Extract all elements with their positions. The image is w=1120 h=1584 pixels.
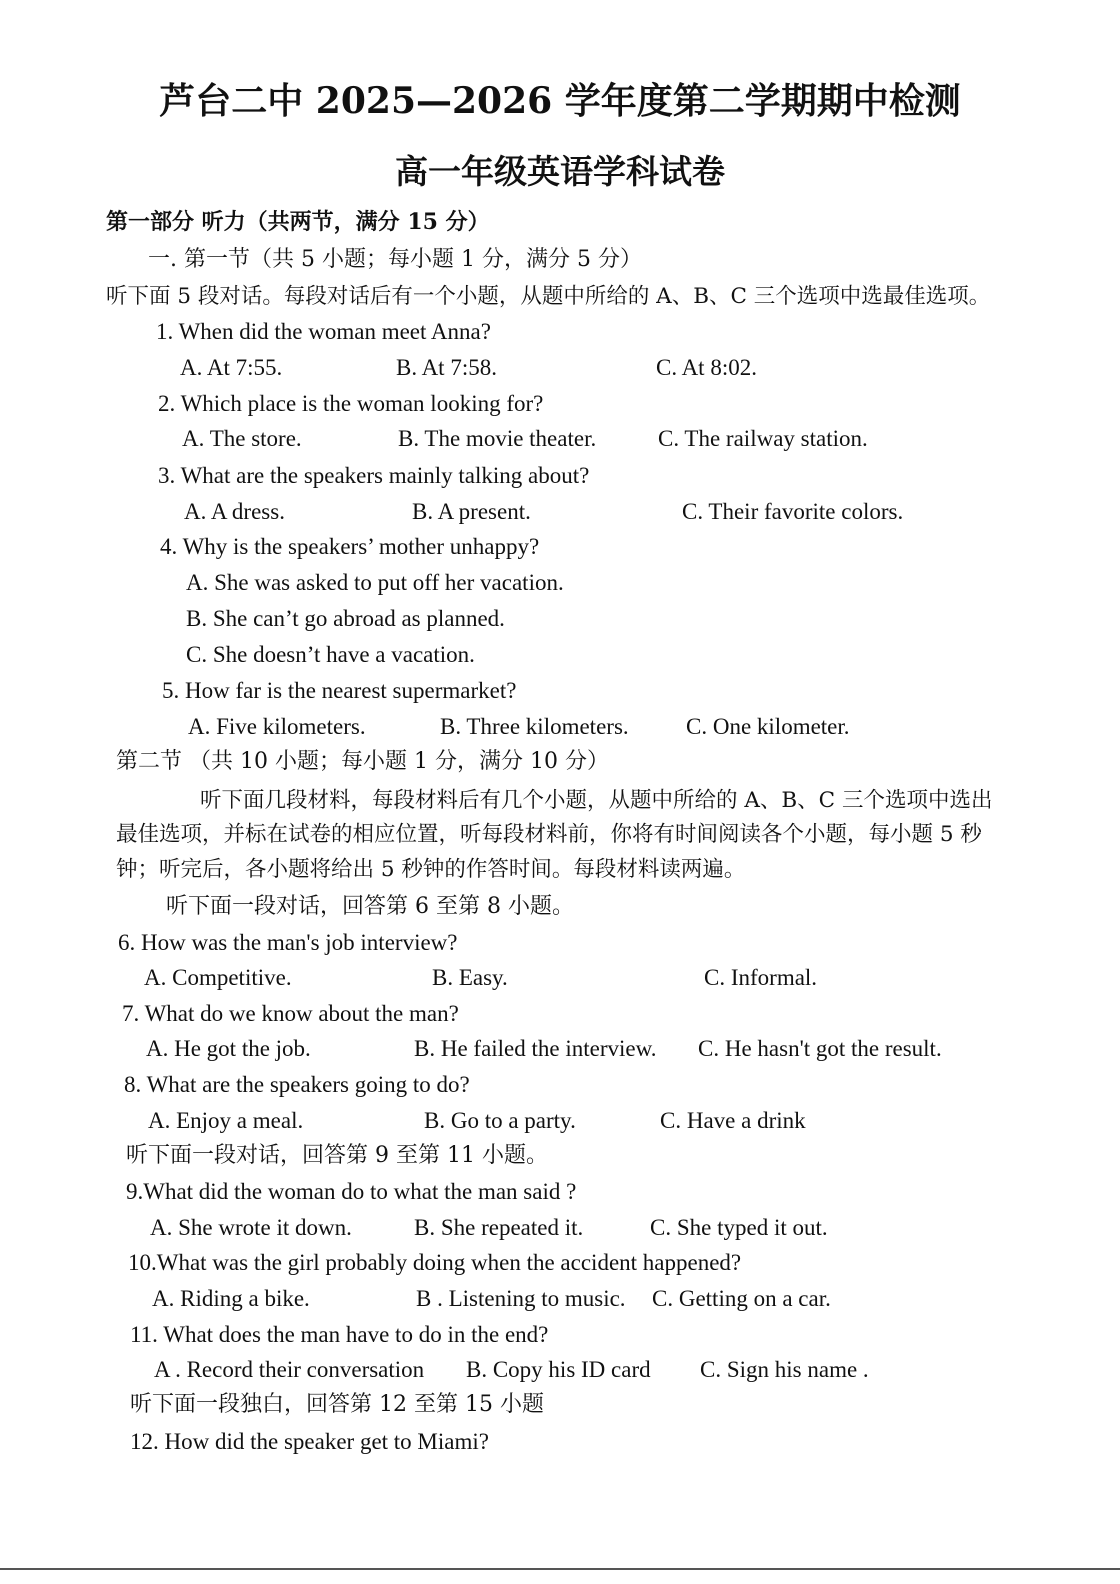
q8-option-b: B. Go to a party. [424,1108,576,1133]
question-1: 1. When did the woman meet Anna? [156,319,491,344]
question-9: 9.What did the woman do to what the man said ? [126,1179,577,1204]
section1-instruction: 听下面 5 段对话。每段对话后有一个小题，从题中所给的 A、B、C 三个选项中选最佳选项。 [106,284,991,309]
section1-heading: 一. 第一节（共 5 小题；每小题 1 分，满分 5 分） [148,247,642,272]
section2-heading: 第二节 （共 10 小题；每小题 1 分，满分 10 分） [116,749,609,774]
q6-option-b: B. Easy. [432,965,508,990]
q4-option-c: C. She doesn’t have a vacation. [186,642,475,667]
q7-option-b: B. He failed the interview. [414,1036,657,1061]
part1-heading: 第一部分 听力（共两节，满分 15 分） [106,209,490,235]
q6-option-c: C. Informal. [704,965,818,990]
q10-option-b: B . Listening to music. [416,1286,626,1311]
q5-option-a: A. Five kilometers. [188,714,366,739]
question-3: 3. What are the speakers mainly talking about? [158,463,590,488]
exam-title: 芦台二中 2025—2026 学年度第二学期期中检测 [159,80,961,122]
q5-option-b: B. Three kilometers. [440,714,629,739]
q11-option-b: B. Copy his ID card [466,1357,651,1382]
question-5: 5. How far is the nearest supermarket? [162,678,517,703]
q8-option-c: C. Have a drink [660,1108,806,1133]
q4-option-b: B. She can’t go abroad as planned. [186,606,505,631]
q9-option-a: A. She wrote it down. [150,1215,352,1240]
question-11: 11. What does the man have to do in the end? [130,1322,549,1347]
q11-option-a: A . Record their conversation [154,1357,425,1382]
question-8: 8. What are the speakers going to do? [124,1072,470,1097]
scan-edge-divider [0,1568,1120,1570]
section2-instruction-line3: 钟；听完后，各小题将给出 5 秒钟的作答时间。每段材料读两遍。 [116,857,746,882]
q3-option-b: B. A present. [412,499,531,524]
q8-option-a: A. Enjoy a meal. [148,1108,304,1133]
group3-intro: 听下面一段独白，回答第 12 至第 15 小题 [130,1392,544,1417]
q2-option-a: A. The store. [182,426,302,451]
question-2: 2. Which place is the woman looking for? [158,391,544,416]
section2-instruction-line1: 听下面几段材料，每段材料后有几个小题，从题中所给的 A、B、C 三个选项中选出 [200,788,993,813]
q3-option-a: A. A dress. [184,499,285,524]
exam-subtitle: 高一年级英语学科试卷 [395,152,725,191]
q10-option-c: C. Getting on a car. [652,1286,831,1311]
q3-option-c: C. Their favorite colors. [682,499,904,524]
q10-option-a: A. Riding a bike. [152,1286,310,1311]
question-7: 7. What do we know about the man? [122,1001,459,1026]
q5-option-c: C. One kilometer. [686,714,850,739]
group2-intro: 听下面一段对话，回答第 9 至第 11 小题。 [126,1143,548,1168]
q9-option-b: B. She repeated it. [414,1215,584,1240]
q1-option-b: B. At 7:58. [396,355,497,380]
q1-option-a: A. At 7:55. [180,355,283,380]
group1-intro: 听下面一段对话，回答第 6 至第 8 小题。 [166,894,574,919]
q2-option-b: B. The movie theater. [398,426,597,451]
q7-option-c: C. He hasn't got the result. [698,1036,942,1061]
question-12: 12. How did the speaker get to Miami? [130,1429,489,1454]
q7-option-a: A. He got the job. [146,1036,311,1061]
q1-option-c: C. At 8:02. [656,355,757,380]
section2-instruction-line2: 最佳选项，并标在试卷的相应位置，听每段材料前，你将有时间阅读各个小题，每小题 5 秒 [116,822,982,847]
question-6: 6. How was the man's job interview? [118,930,458,955]
q4-option-a: A. She was asked to put off her vacation. [186,570,564,595]
q11-option-c: C. Sign his name . [700,1357,869,1382]
q6-option-a: A. Competitive. [144,965,292,990]
question-10: 10.What was the girl probably doing when the accident happened? [128,1250,742,1275]
q9-option-c: C. She typed it out. [650,1215,828,1240]
question-4: 4. Why is the speakers’ mother unhappy? [160,534,540,559]
q2-option-c: C. The railway station. [658,426,868,451]
